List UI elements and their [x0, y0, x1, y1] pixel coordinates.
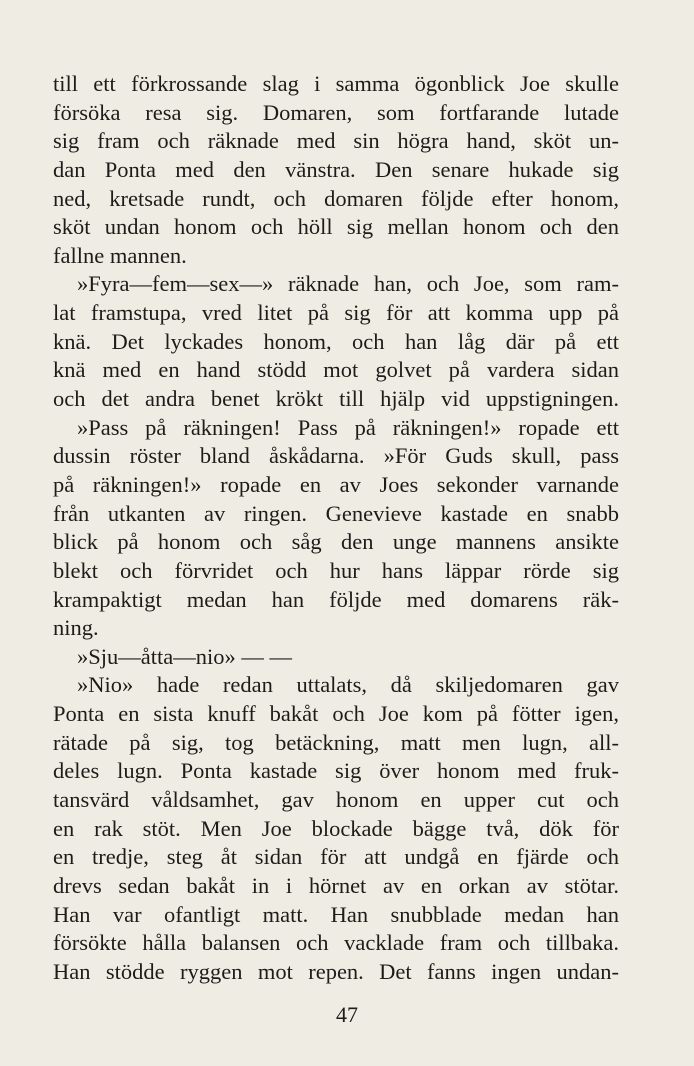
text-line: deles lugn. Ponta kastade sig över honom med fruk-	[53, 758, 619, 784]
text-line: krampaktigt medan han följde med domarens räk-	[53, 586, 619, 612]
text-line-paragraph-start: »Fyra—fem—sex—» räknade han, och Joe, som ram-	[77, 271, 619, 297]
text-line: blick på honom och såg den unge mannens ansikte	[53, 529, 619, 555]
text-line: dussin röster bland åskådarna. »För Guds skull, pass	[53, 443, 619, 469]
text-line: lat framstupa, vred litet på sig för att komma upp på	[53, 300, 619, 326]
text-line: dan Ponta med den vänstra. Den senare hukade sig	[53, 156, 619, 182]
text-line: försökte hålla balansen och vacklade fram och tillbaka.	[53, 930, 619, 956]
text-line: knä. Det lyckades honom, och han låg där på ett	[53, 328, 619, 354]
text-line: en tredje, steg åt sidan för att undgå en fjärde och	[53, 844, 619, 870]
text-line: från utkanten av ringen. Genevieve kastade en snabb	[53, 500, 619, 526]
text-line: blekt och förvridet och hur hans läppar rörde sig	[53, 557, 619, 583]
text-line: drevs sedan bakåt in i hörnet av en orkan av stötar.	[53, 872, 619, 898]
text-line: knä med en hand stödd mot golvet på vardera sidan	[53, 357, 619, 383]
text-line-paragraph-start: »Sju—åtta—nio» — —	[77, 643, 292, 669]
text-line-paragraph-start: »Pass på räkningen! Pass på räkningen!» ropade ett	[77, 414, 619, 440]
text-line-paragraph-end: fallne mannen.	[53, 242, 187, 268]
text-line: försöka resa sig. Domaren, som fortfarande lutade	[53, 99, 619, 125]
text-line: Ponta en sista knuff bakåt och Joe kom på fötter igen,	[53, 701, 619, 727]
body-text	[53, 70, 619, 987]
text-line: på räkningen!» ropade en av Joes sekonder varnande	[53, 471, 619, 497]
text-line: och det andra benet krökt till hjälp vid uppstigningen.	[53, 386, 619, 412]
text-line: en rak stöt. Men Joe blockade bägge två, dök för	[53, 815, 619, 841]
text-line-paragraph-start: »Nio» hade redan uttalats, då skiljedomaren gav	[77, 672, 619, 698]
text-line: sköt undan honom och höll sig mellan honom och den	[53, 214, 619, 240]
text-line: Han stödde ryggen mot repen. Det fanns ingen undan-	[53, 958, 619, 984]
page-number: 47	[336, 1002, 358, 1027]
text-line: rätade på sig, tog betäckning, matt men lugn, all-	[53, 729, 619, 755]
text-line: till ett förkrossande slag i samma ögonblick Joe skulle	[53, 71, 619, 96]
text-line: tansvärd våldsamhet, gav honom en upper cut och	[53, 787, 619, 813]
text-line: Han var ofantligt matt. Han snubblade medan han	[53, 901, 619, 927]
text-line-paragraph-end: ning.	[53, 615, 99, 641]
text-line: sig fram och räknade med sin högra hand, sköt un-	[53, 128, 619, 154]
text-line: ned, kretsade rundt, och domaren följde efter honom,	[53, 185, 619, 211]
